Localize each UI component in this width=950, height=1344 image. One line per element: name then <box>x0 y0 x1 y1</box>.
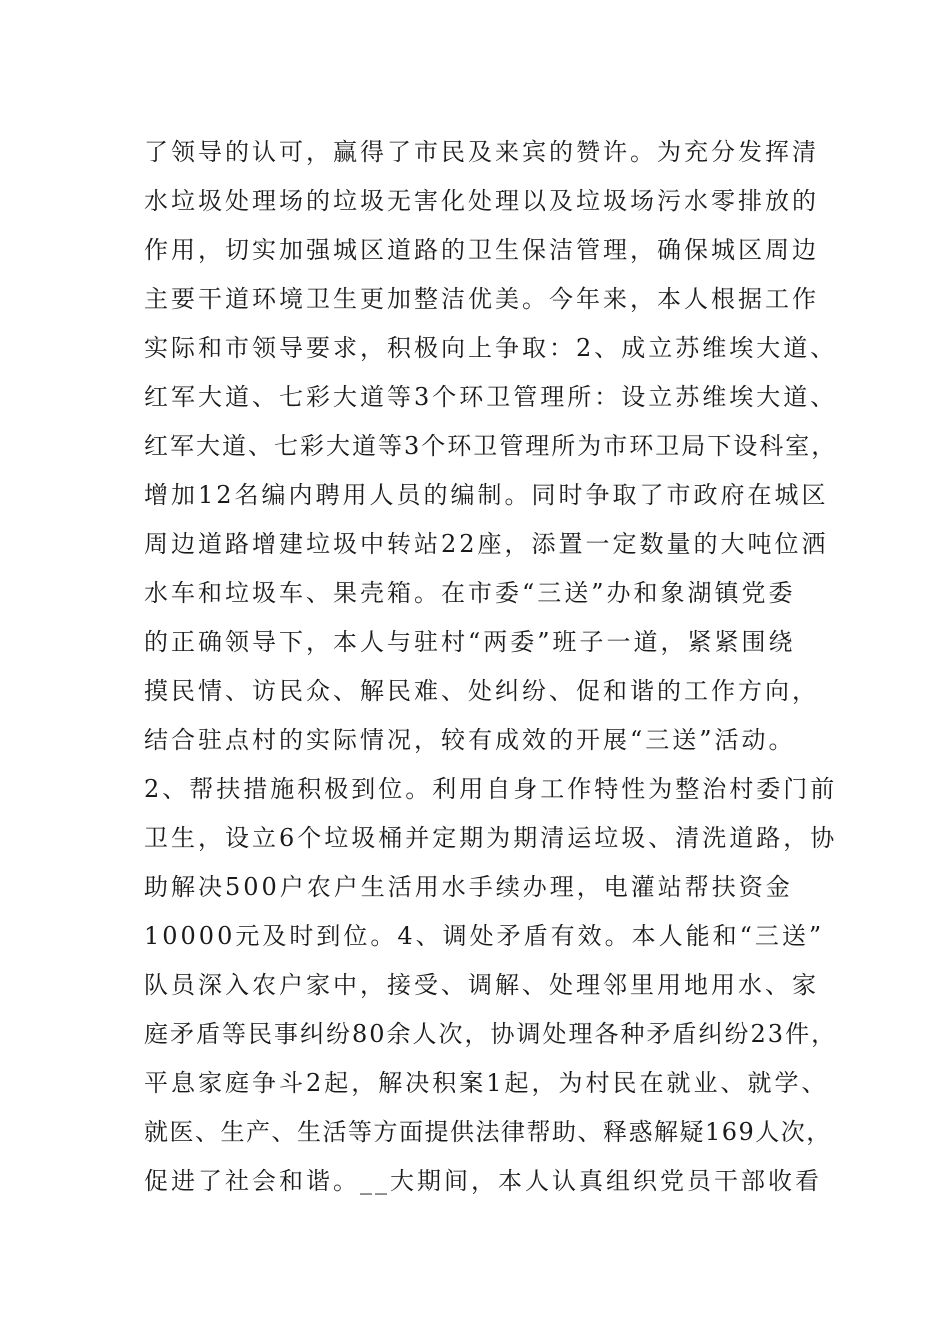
text-line: 了领导的认可，赢得了市民及来宾的赞许。为充分发挥清 <box>144 138 819 166</box>
text-line: 结合驻点村的实际情况，较有成效的开展“三送”活动。 <box>144 726 796 754</box>
text-line: 的正确领导下，本人与驻村“两委”班子一道，紧紧围绕 <box>144 628 796 656</box>
text-line: 作用，切实加强城区道路的卫生保洁管理，确保城区周边 <box>144 236 819 264</box>
text-line: 摸民情、访民众、解民难、处纠纷、促和谐的工作方向， <box>144 677 819 705</box>
text-line: 就医、生产、生活等方面提供法律帮助、释惑解疑169人次， <box>144 1118 832 1146</box>
text-line: 队员深入农户家中，接受、调解、处理邻里用地用水、家 <box>144 971 819 999</box>
text-line: 红军大道、七彩大道等3个环卫管理所为市环卫局下设科室， <box>144 432 838 460</box>
text-line: 水车和垃圾车、果壳箱。在市委“三送”办和象湖镇党委 <box>144 579 796 607</box>
text-line: 卫生，设立6个垃圾桶并定期为期清运垃圾、清洗道路，协 <box>144 824 838 852</box>
text-line: 平息家庭争斗2起，解决积案1起，为村民在就业、就学、 <box>144 1069 829 1097</box>
text-line: 助解决500户农户生活用水手续办理，电灌站帮扶资金 <box>144 873 793 901</box>
text-line: 促进了社会和谐。__大期间，本人认真组织党员干部收看 <box>144 1167 822 1195</box>
text-line: 2、帮扶措施积极到位。利用自身工作特性为整治村委门前 <box>144 775 838 803</box>
text-line: 主要干道环境卫生更加整洁优美。今年来，本人根据工作 <box>144 285 819 313</box>
text-line: 实际和市领导要求，积极向上争取：2、成立苏维埃大道、 <box>144 334 838 362</box>
body-text <box>144 128 844 1206</box>
text-line: 水垃圾处理场的垃圾无害化处理以及垃圾场污水零排放的 <box>144 187 819 215</box>
text-line: 10000元及时到位。4、调处矛盾有效。本人能和“三送” <box>144 922 825 950</box>
text-line: 红军大道、七彩大道等3个环卫管理所：设立苏维埃大道、 <box>144 383 838 411</box>
text-line: 增加12名编内聘用人员的编制。同时争取了市政府在城区 <box>144 481 829 509</box>
text-line: 庭矛盾等民事纠纷80余人次，协调处理各种矛盾纠纷23件， <box>144 1020 838 1048</box>
text-line: 周边道路增建垃圾中转站22座，添置一定数量的大吨位洒 <box>144 530 829 558</box>
